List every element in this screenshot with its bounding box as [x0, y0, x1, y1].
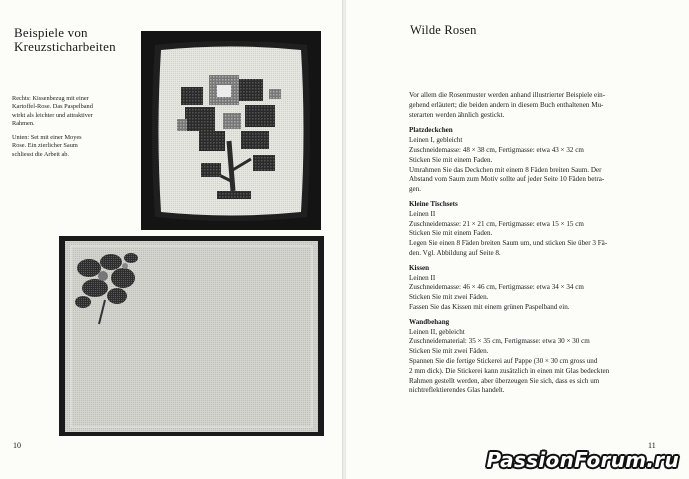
section-line: Sticken Sie mit zwei Fäden. [409, 347, 489, 356]
section-line: Legen Sie einen 8 Fäden breiten Saum um, und sticken Sie über 3 Fä- [409, 239, 608, 248]
caption-line: Rahmen. [12, 120, 35, 128]
section-line: den. Vgl. Abbildung auf Seite 8. [409, 248, 501, 257]
section-line: Rahmen gestellt werden, aber überzeugen Sie sich, dass es sich um [409, 376, 600, 385]
section-title: Platzdeckchen [409, 126, 453, 135]
section-line: Sticken Sie mit einem Faden. [409, 155, 493, 164]
section-line: Zuschneidemasse: 46 × 46 cm, Fertigmasse: etwa 34 × 34 cm [409, 283, 584, 292]
section-line: Leinen II [409, 273, 436, 282]
intro-line: sterarten werden ähnlich gestickt. [409, 110, 505, 119]
section-kissen [409, 264, 679, 313]
section-line: Sticken Sie mit einem Faden. [409, 229, 493, 238]
instructions-text [409, 91, 679, 401]
section-line: Leinen II [409, 209, 436, 218]
section-line: Zuschneidemasse: 21 × 21 cm, Fertigmasse: etwa 15 × 15 cm [409, 219, 584, 228]
section-title: Kleine Tischsets [409, 199, 458, 208]
section-wandbehang [409, 318, 679, 396]
left-page-title [14, 26, 116, 54]
page-number-right: 11 [648, 441, 656, 450]
page-number-left: 10 [13, 441, 21, 450]
intro-line: Vor allem die Rosenmuster werden anhand illustrierter Beispiele ein- [409, 91, 606, 99]
intro-paragraph [409, 91, 679, 120]
caption-line: Kartoffel-Rose. Das Paspelband [12, 103, 93, 111]
right-page [346, 0, 689, 479]
placemat-photo [59, 236, 324, 436]
section-line: Sticken Sie mit zwei Fäden. [409, 293, 489, 302]
watermark-text: PassionForum.ru [486, 448, 679, 472]
left-title-line: Kreuzsticharbeiten [14, 39, 116, 54]
caption-line: Rechts: Kissenbezug mit einer [12, 95, 89, 102]
section-line: Zuschneidemasse: 48 × 38 cm, Fertigmasse: etwa 43 × 32 cm [409, 145, 584, 154]
pillow-image [141, 31, 321, 230]
section-line: Leinen II, gebleicht [409, 327, 465, 336]
section-title: Kissen [409, 263, 430, 272]
section-line: 2 mm dick). Die Stickerei kann zusätzlich in einen mit Glas bedeckten [409, 366, 610, 375]
section-line: Umrahmen Sie das Deckchen mit einem 8 Fäden breiten Saum. Der [409, 165, 602, 174]
intro-line: gehend erläutert; die beiden andern in diesem Buch enthaltenen Mu- [409, 100, 604, 109]
caption-line: Rose. Ein zierlicher Saum [12, 142, 78, 150]
left-page [0, 0, 343, 479]
section-line: Leinen I, gebleicht [409, 136, 463, 145]
section-kleine-tischsets [409, 200, 679, 259]
section-title: Wandbehang [409, 317, 450, 326]
section-line: gen. [409, 185, 422, 194]
section-line: Abstand vom Saum zum Motiv sollte auf jeder Seite 10 Fäden betra- [409, 175, 605, 184]
caption-placemat [12, 134, 137, 159]
placemat-image [59, 236, 324, 436]
caption-line: wirkt als leichter und attraktiver [12, 111, 93, 119]
caption-line: schliesst die Arbeit ab. [12, 150, 70, 158]
caption-line: Unten: Set mit einer Moyes [12, 134, 82, 141]
section-line: Zuschneidematerial: 35 × 35 cm, Fertigmasse: etwa 30 × 30 cm [409, 337, 590, 346]
right-page-title: Wilde Rosen [410, 23, 477, 37]
pillow-photo [141, 31, 321, 230]
section-line: Spannen Sie die fertige Stickerei auf Pappe (30 × 30 cm gross und [409, 356, 598, 365]
section-platzdeckchen [409, 126, 679, 195]
section-line: Fassen Sie das Kissen mit einem grünen Paspelband ein. [409, 302, 570, 311]
caption-pillow [12, 95, 137, 129]
left-title-line: Beispiele von [14, 25, 88, 40]
section-line: nichtreflektierendes Glas handelt. [409, 386, 505, 395]
